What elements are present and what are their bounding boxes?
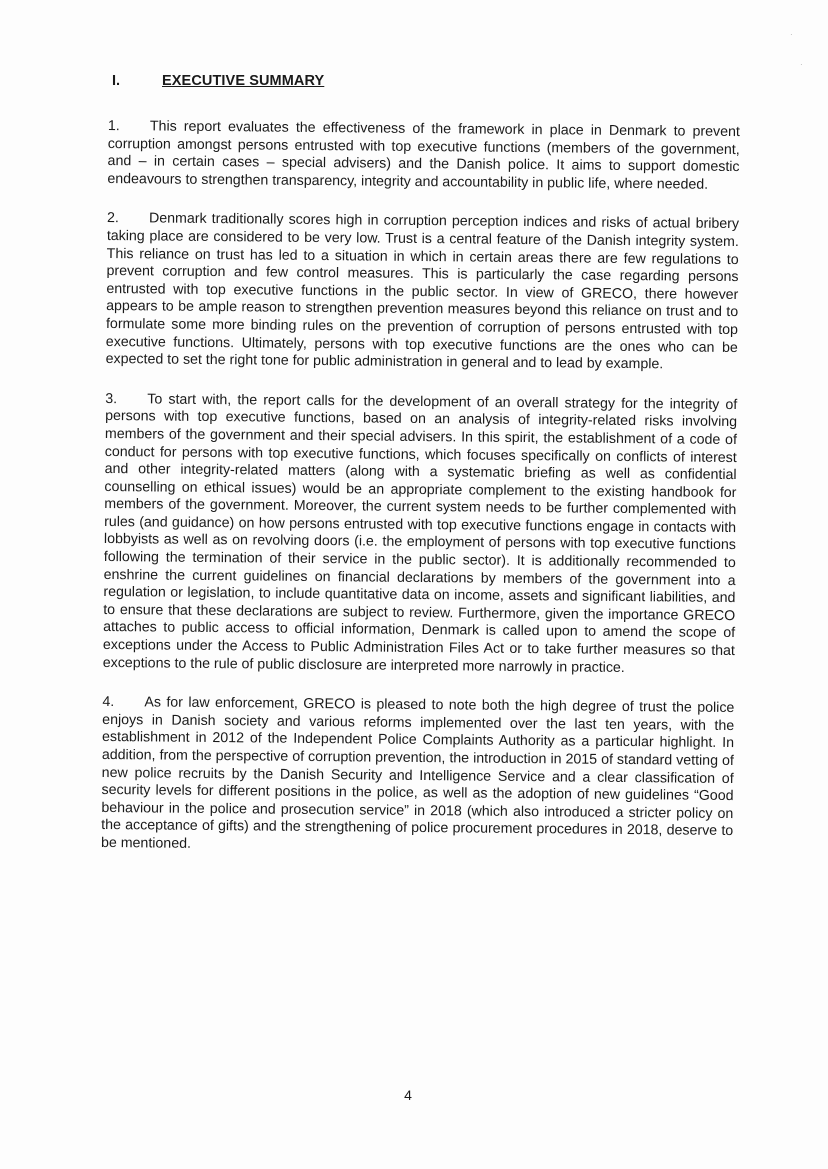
document-body (101, 118, 740, 881)
paragraph-number: 4. (102, 694, 115, 711)
paragraph-text: Denmark traditionally scores high in corruption perception indices and risks of actual bribery taking place are considered to be very low. Trust is a central feature of the Danish integrity system. This reliance on trust has led to a situation in which in certain areas there are few regulations to prevent corruption and few control measures. This is particularly the case regarding persons entrusted with top executive functions in the public sector. In view of GRECO, there however appears to be ample reason to strengthen prevention measures beyond this reliance on trust and to formulate some more binding rules on the prevention of corruption of persons entrusted with top executive functions. Ultimately, persons with top executive functions are the ones who can be expected to set the right tone for public administration in general and to lead by example. (105, 210, 740, 373)
paragraph-text: This report evaluates the effectiveness of the framework in place in Denmark to prevent corruption amongst persons entrusted with top executive functions (members of the government, and – in certain cases – special advisers) and the Danish police. It aims to support domestic endeavours to strengthen transparency, integrity and accountability in public life, where needed. (107, 118, 740, 193)
paragraph-text: As for law enforcement, GRECO is pleased to note both the high degree of trust the police enjoys in Danish society and various reforms implemented over the last ten years, with the establishment in 2012 of the Independent Police Complaints Authority as a particular highlight. In addition, from the perspective of corruption prevention, the introduction in 2015 of standard vetting of new police recruits by the Danish Security and Intelligence Service and a clear classification of security levels for different positions in the police, as well as the adoption of new guidelines “Good behaviour in the police and prosecution service” in 2018 (which also introduced a stricter policy on the acceptance of gifts) and the strengthening of police procurement procedures in 2018, deserve to be mentioned. (100, 694, 735, 852)
section-heading (112, 73, 324, 89)
section-number: I. (112, 73, 121, 89)
paragraph-number: 1. (107, 118, 120, 135)
scan-speck: · (790, 30, 793, 39)
page-number: 4 (404, 1087, 412, 1103)
paragraph-4 (101, 694, 734, 858)
paragraph-number: 3. (105, 390, 118, 407)
paragraph-3 (103, 391, 738, 679)
paragraph-2 (106, 210, 739, 374)
paragraph-number: 2. (106, 210, 119, 227)
scan-speck: · (800, 60, 803, 69)
paragraph-text: To start with, the report calls for the development of an overall strategy for the integrity of persons with top executive functions, based on an analysis of integrity-related risks involving members of the government and their special advisers. In this spirit, the establishment of a code of conduct for persons with top executive functions, which focuses specifically on conflicts of interest and other integrity-related matters (along with a systematic briefing as well as confidential counselling on ethical issues) would be an appropriate complement to the existing handbook for members of the government. Moreover, the current system needs to be further complemented with rules (and guidance) on how persons entrusted with top executive functions engage in contacts with lobbyists as well as on revolving doors (i.e. the employment of persons with top executive functions following the termination of their service in the public sector). It is additionally recommended to enshrine the current guidelines on financial declarations by members of the government into a regulation or legislation, to include quantitative data on income, assets and significant liabilities, and to ensure that these declarations are subject to review. Furthermore, given the importance GRECO attaches to public access to official information, Denmark is called upon to amend the scope of exceptions under the Access to Public Administration Files Act or to take further measures so that exceptions to the rule of public disclosure are interpreted more narrowly in practice. (102, 391, 738, 676)
paragraph-1 (107, 118, 740, 194)
section-title: EXECUTIVE SUMMARY (162, 73, 325, 89)
